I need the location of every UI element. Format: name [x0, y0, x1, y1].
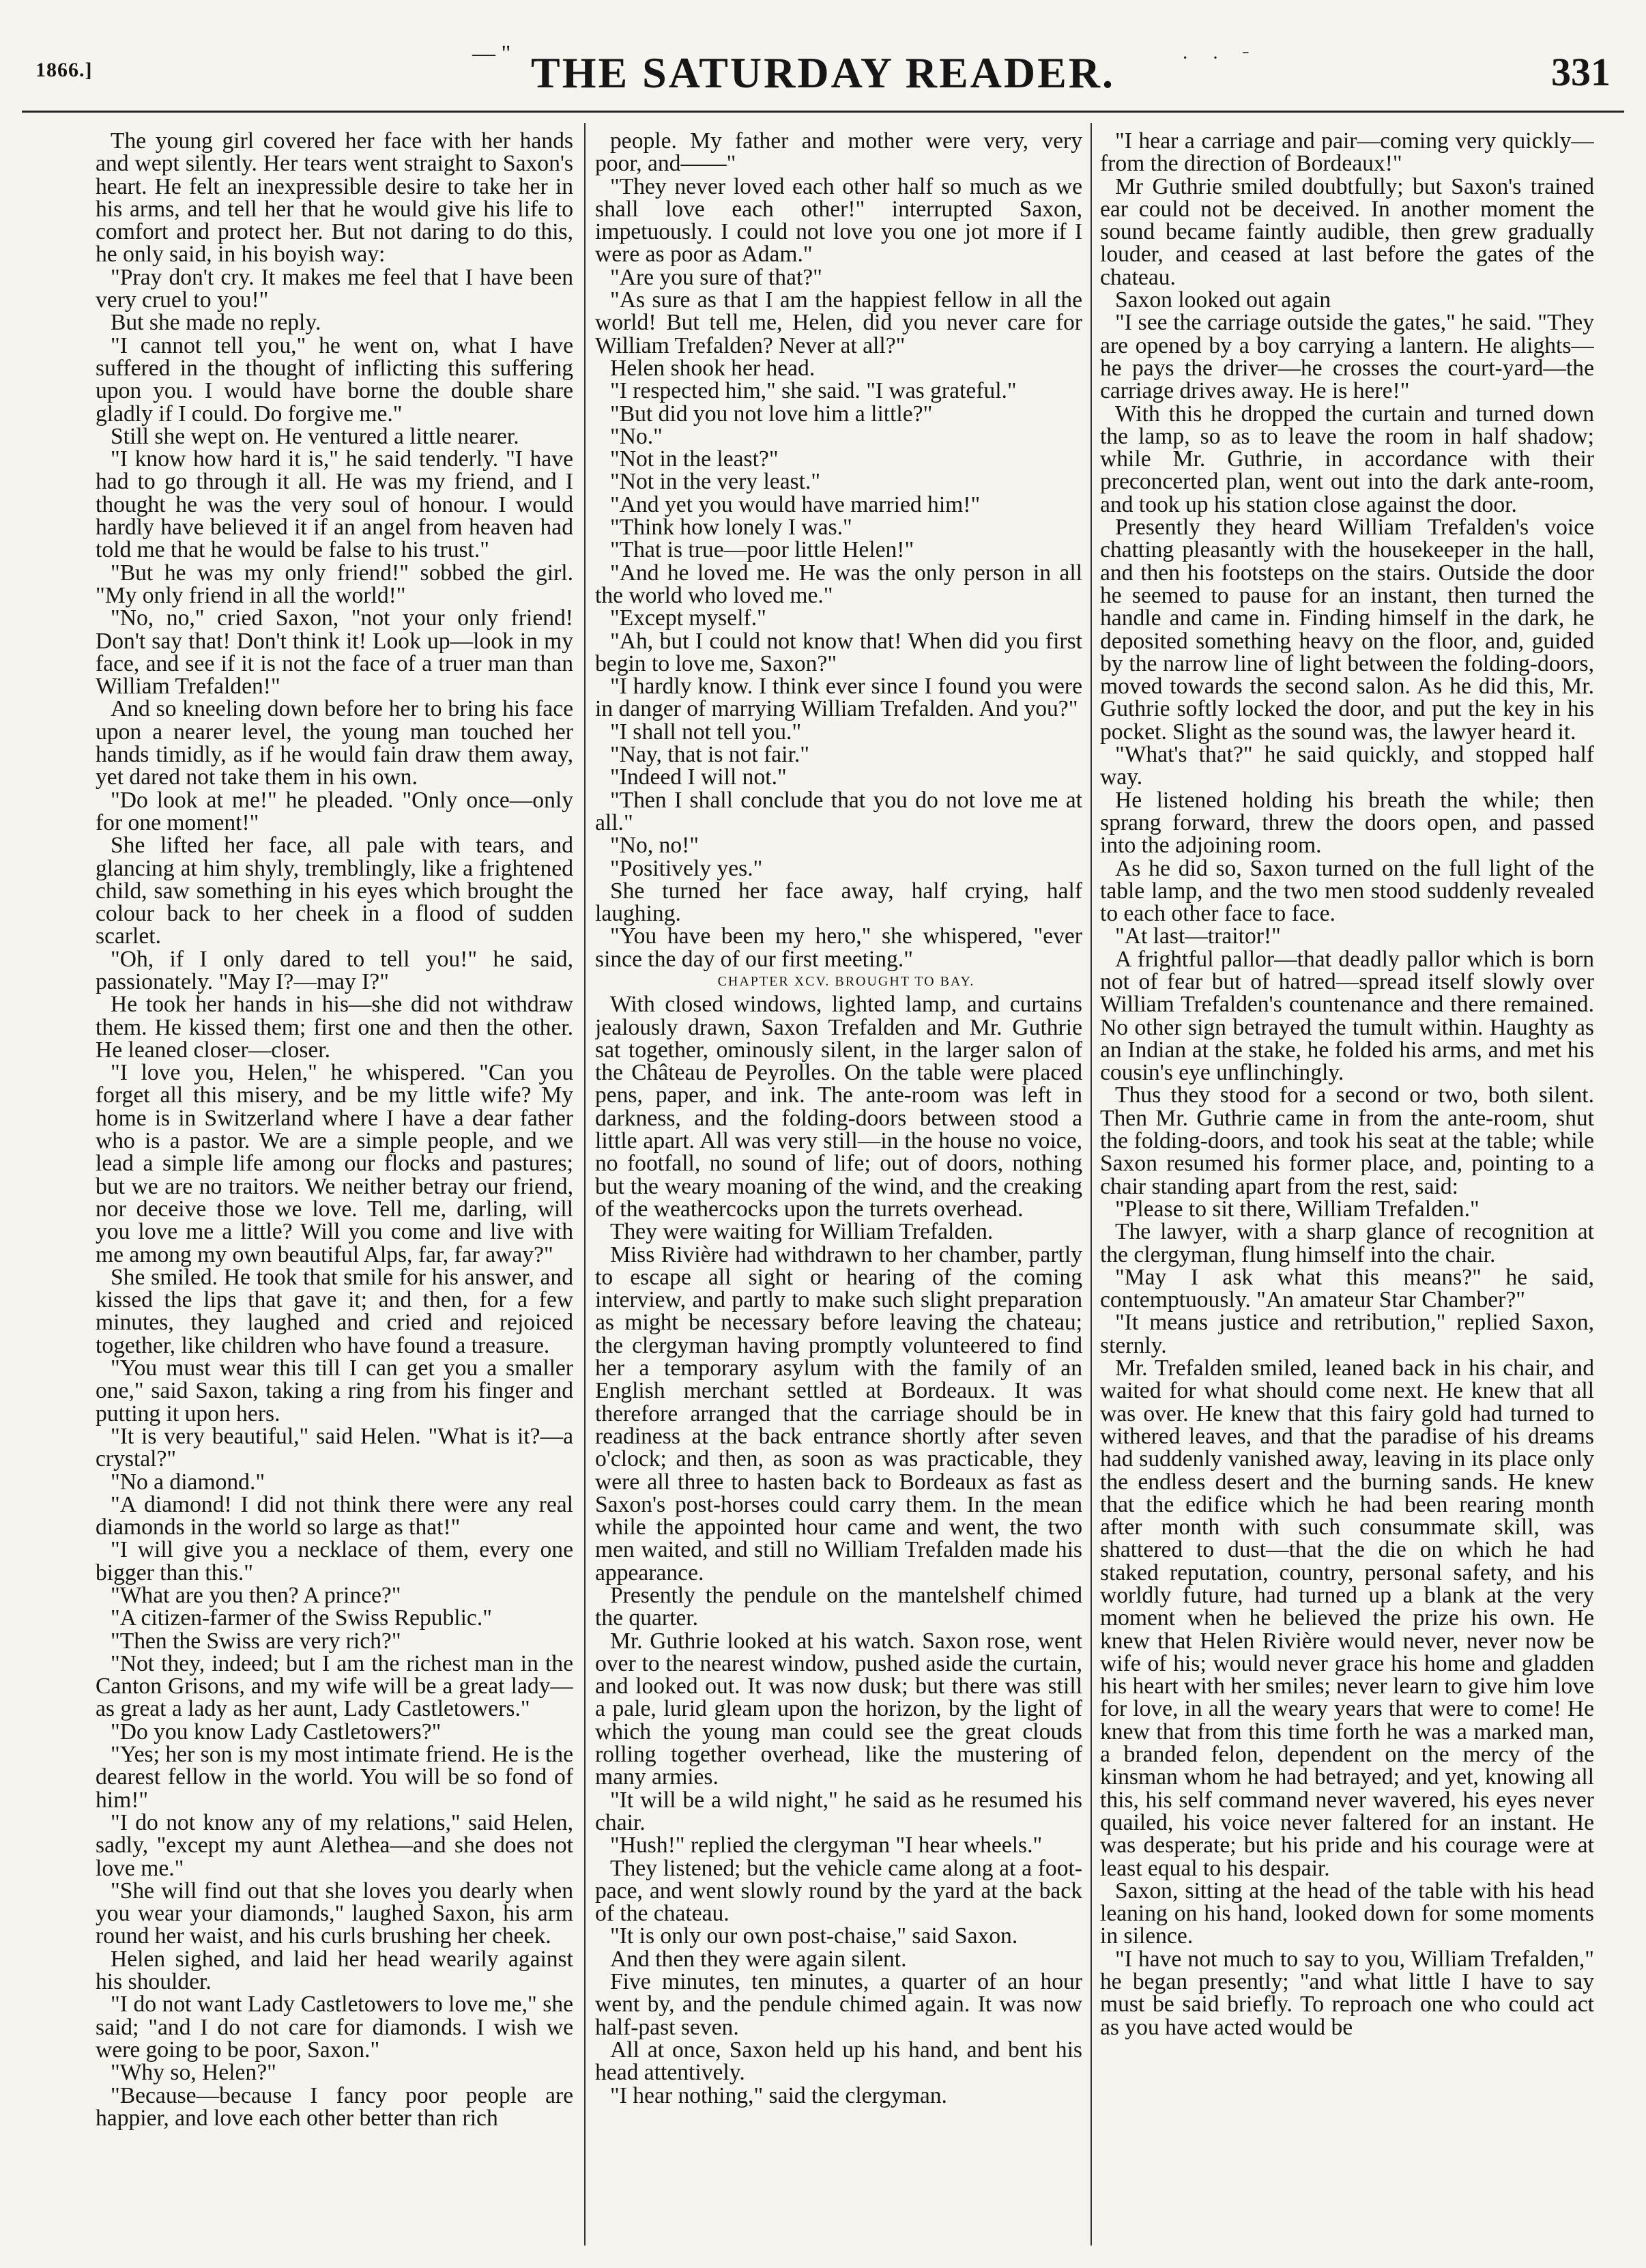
paragraph: The lawyer, with a sharp glance of recognition at the clergyman, flung himself into the chair.	[1100, 1219, 1594, 1267]
paragraph: Presently the pendule on the mantelshelf chimed the quarter.	[595, 1583, 1082, 1631]
paragraph: A frightful pallor—that deadly pallor which is born not of fear but of hatred—spread itself slowly over William Trefalden's countenance and there remained. No other sign betrayed the tumult within. Haughty as an Indian at the stake, he folded his arms, and met his cousin's eye unflinchingly.	[1100, 946, 1594, 1086]
paragraph: "No, no!"	[610, 833, 699, 859]
paragraph: "Please to sit there, William Trefalden."	[1115, 1196, 1479, 1222]
page-header	[22, 41, 1624, 104]
paragraph: "Not they, indeed; but I am the richest man in the Canton Grisons, and my wife will be a great lady—as great a lady as her aunt, Lady Castletowers."	[96, 1650, 573, 1722]
paragraph: "But did you not love him a little?"	[610, 401, 933, 427]
paragraph: "Yes; her son is my most intimate friend. He is the dearest fellow in the world. You will be so fond of him!"	[96, 1742, 573, 1813]
paragraph: Mr Guthrie smiled doubtfully; but Saxon's trained ear could not be deceived. In another moment the sound became faintly audible, then grew gradually louder, and ceased at last before the gates of the chateau.	[1100, 173, 1594, 290]
paragraph: They were waiting for William Trefalden.	[610, 1219, 994, 1245]
paragraph: "No, no," cried Saxon, "not your only friend! Don't say that! Don't think it! Look up—look in my face, and see if it is not the face of a truer man than William Trefalden!"	[96, 605, 573, 700]
paragraph: "Think how lonely I was."	[610, 515, 852, 541]
publication-title: THE SATURDAY READER.	[531, 48, 1115, 97]
paragraph: "A citizen-farmer of the Swiss Republic."	[111, 1605, 492, 1631]
paragraph: They listened; but the vehicle came along at a foot-pace, and went slowly round by the yard at the back of the chateau.	[595, 1855, 1082, 1927]
paragraph: "But he was my only friend!" sobbed the girl. "My only friend in all the world!"	[96, 560, 573, 608]
paragraph: "I know how hard it is," he said tenderly. "I have had to go through it all. He was my friend, and I thought he was the very soul of honour. I would hardly have believed it if an angel from heaven had told me that he would be false to his trust."	[96, 446, 573, 563]
paragraph: "Then the Swiss are very rich?"	[111, 1628, 401, 1654]
paragraph: "A diamond! I did not think there were any real diamonds in the world so large as that!"	[96, 1491, 573, 1540]
paragraph: Helen shook her head.	[610, 355, 815, 381]
paragraph: "Positively yes."	[610, 855, 763, 881]
paragraph: "Not in the very least."	[610, 469, 821, 495]
paragraph: "I do not want Lady Castletowers to love me," she said; "and I do not care for diamonds. I wish we were going to be poor, Saxon."	[96, 1992, 573, 2063]
paragraph: Presently they heard William Trefalden's voice chatting pleasantly with the housekeeper in the hall, and then his footsteps on the stairs. Outside the door he seemed to pause for an instant, then turned the handle and came in. Finding himself in the dark, he deposited something heavy on the floor, and, guided by the narrow line of light between the folding-doors, moved towards the second salon. As he did this, Mr. Guthrie softly locked the door, and put the key in his pocket. Slight as the sound was, the lawyer heard it.	[1100, 515, 1594, 745]
paragraph: "I have not much to say to you, William Trefalden," he began presently; "and what little I have to say must be said briefly. To reproach one who could act as you have acted would be	[1100, 1946, 1594, 2040]
paragraph: "I will give you a necklace of them, every one bigger than this."	[96, 1537, 573, 1585]
paragraph: "Because—because I fancy poor people are happier, and love each other better than rich	[96, 2082, 573, 2131]
paragraph: With this he dropped the curtain and turned down the lamp, so as to leave the room in half shadow; while Mr. Guthrie, in accordance with their preconcerted plan, went out into the dark ante-room, and took up his station close against the door.	[1100, 401, 1594, 517]
text-column-1	[96, 130, 573, 2239]
paragraph: Five minutes, ten minutes, a quarter of an hour went by, and the pendule chimed again. It was now half-past seven.	[595, 1969, 1082, 2040]
paragraph: "I hear nothing," said the clergyman.	[610, 2082, 947, 2108]
paragraph: "No."	[610, 423, 663, 449]
paragraph: "And he loved me. He was the only person in all the world who loved me."	[595, 560, 1082, 608]
paragraph: "You have been my hero," she whispered, "ever since the day of our first meeting."	[595, 923, 1082, 972]
paragraph: "I love you, Helen," he whispered. "Can you forget all this misery, and be my little wife? My home is in Switzerland where I have a dear father who is a pastor. We are a simple people, and we lead a simple life among our flocks and pastures; but we are no traitors. We neither betray our friend, nor deceive those we love. Tell me, darling, will you love me a little? Will you come and live with me among my own beautiful Alps, far, far away?"	[96, 1060, 573, 1267]
paragraph: "I hardly know. I think ever since I found you were in danger of marrying William Trefalden. And you?"	[595, 674, 1082, 722]
paragraph: "Do look at me!" he pleaded. "Only once—only for one moment!"	[96, 787, 573, 835]
paragraph: "Are you sure of that?"	[610, 264, 822, 290]
paragraph: "Do you know Lady Castletowers?"	[111, 1719, 442, 1745]
paragraph: But she made no reply.	[111, 310, 321, 336]
paragraph: "Oh, if I only dared to tell you!" he said, passionately. "May I?—may I?"	[96, 946, 573, 994]
paragraph: "What's that?" he said quickly, and stopped half way.	[1100, 742, 1594, 790]
paragraph: She lifted her face, all pale with tears, and glancing at him shyly, tremblingly, like a frightened child, saw something in his eyes which brought the colour back to her cheek in a flood of sudden scarlet.	[96, 833, 573, 949]
print-marks-left: — "	[472, 41, 511, 66]
paragraph: She turned her face away, half crying, half laughing.	[595, 878, 1082, 927]
paragraph: "Pray don't cry. It makes me feel that I have been very cruel to you!"	[96, 264, 573, 313]
print-marks-right: · · ˉ	[1182, 48, 1258, 69]
paragraph: "Nay, that is not fair."	[610, 742, 809, 768]
issue-year: 1866.]	[35, 59, 93, 81]
paragraph: "What are you then? A prince?"	[111, 1583, 401, 1608]
paragraph: As he did so, Saxon turned on the full light of the table lamp, and the two men stood suddenly revealed to each other face to face.	[1100, 855, 1594, 927]
paragraph: She smiled. He took that smile for his answer, and kissed the lips that gave it; and then, for a few minutes, they laughed and cried and rejoiced together, like children who have found a treasure.	[96, 1264, 573, 1358]
paragraph: With closed windows, lighted lamp, and curtains jealously drawn, Saxon Trefalden and Mr. Guthrie sat together, ominously silent, in the larger salon of the Château de Peyrolles. On the table were placed pens, paper, and ink. The ante-room was left in darkness, and the folding-doors between stood a little apart. All was very still—in the house no voice, no footfall, no sound of life; out of doors, nothing but the weary moaning of the wind, and the creaking of the weathercocks upon the turrets overhead.	[595, 992, 1082, 1222]
paragraph: The young girl covered her face with her hands and wept silently. Her tears went straight to Saxon's heart. He felt an inexpressible desire to take her in his arms, and tell her that he would give his life to comfort and protect her. But not daring to do this, he only said, in his boyish way:	[96, 130, 573, 268]
paragraph: "No a diamond."	[111, 1469, 265, 1495]
paragraph: Still she wept on. He ventured a little nearer.	[111, 423, 519, 449]
header-rule	[22, 111, 1624, 113]
paragraph: "She will find out that she loves you dearly when you wear your diamonds," laughed Saxon, his arm round her waist, and his curls brushing her cheek.	[96, 1878, 573, 1949]
paragraph: "May I ask what this means?" he said, contemptuously. "An amateur Star Chamber?"	[1100, 1264, 1594, 1313]
paragraph: "Indeed I will not."	[610, 764, 787, 790]
paragraph: Saxon, sitting at the head of the table with his head leaning on his hand, looked down for some moments in silence.	[1100, 1878, 1594, 1949]
paragraph: "I see the carriage outside the gates," he said. "They are opened by a boy carrying a lantern. He alights—he pays the driver—he crosses the court-yard—the carriage drives away. He is here!"	[1100, 310, 1594, 404]
text-column-3	[1100, 130, 1594, 2239]
paragraph: And then they were again silent.	[610, 1946, 907, 1972]
chapter-heading: CHAPTER XCV. BROUGHT TO BAY.	[717, 973, 975, 989]
paragraph: "And yet you would have married him!"	[610, 491, 981, 517]
paragraph: "Ah, but I could not know that! When did you first begin to love me, Saxon?"	[595, 628, 1082, 676]
paragraph: "It is very beautiful," said Helen. "What is it?—a crystal?"	[96, 1423, 573, 1472]
paragraph: people. My father and mother were very, very poor, and——"	[595, 130, 1082, 177]
paragraph: "I cannot tell you," he went on, what I have suffered in the thought of inflicting this suffering upon you. I would have borne the double share gladly if I could. Do forgive me."	[96, 332, 573, 427]
paragraph: "Then I shall conclude that you do not love me at all."	[595, 787, 1082, 835]
paragraph: "They never loved each other half so much as we shall love each other!" interrupted Saxon, impetuously. I could not love you one jot more if I were as poor as Adam."	[595, 173, 1082, 268]
paragraph: And so kneeling down before her to bring his face upon a nearer level, the young man touched her hands timidly, as if he would fain draw them away, yet dared not take them in his own.	[96, 696, 573, 790]
column-divider	[1091, 123, 1092, 2245]
paragraph: "It means justice and retribution," replied Saxon, sternly.	[1100, 1310, 1594, 1358]
paragraph: "It is only our own post-chaise," said Saxon.	[610, 1923, 1018, 1949]
paragraph: Thus they stood for a second or two, both silent. Then Mr. Guthrie came in from the ante-room, shut the folding-doors, and took his seat at the table; while Saxon resumed his former place, and, pointing to a chair standing apart from the rest, said:	[1100, 1082, 1594, 1199]
paragraph: Saxon looked out again	[1115, 287, 1331, 313]
paragraph: He listened holding his breath the while; then sprang forward, threw the doors open, and passed into the adjoining room.	[1100, 787, 1594, 859]
text-column-2	[595, 130, 1082, 2239]
paragraph: "Why so, Helen?"	[111, 2060, 276, 2086]
paragraph: Miss Rivière had withdrawn to her chamber, partly to escape all sight or hearing of the coming interview, and partly to make such slight preparation as might be necessary before leaving the chateau; the clergyman having promptly volunteered to find her a temporary asylum with the family of an English merchant settled at Bordeaux. It was therefore arranged that the carriage should be in readiness at the back entrance shortly after seven o'clock; and then, as soon as was practicable, they were all three to hasten back to Bordeaux as fast as Saxon's post-horses could carry them. In the mean while the appointed hour came and went, the two men waited, and still no William Trefalden made his appearance.	[595, 1241, 1082, 1585]
paragraph: "Hush!" replied the clergyman "I hear wheels."	[610, 1833, 1043, 1858]
paragraph: "I shall not tell you."	[610, 719, 802, 745]
paragraph: "I do not know any of my relations," said Helen, sadly, "except my aunt Alethea—and she does not love me."	[96, 1809, 573, 1881]
paragraph: Mr. Trefalden smiled, leaned back in his chair, and waited for what should come next. He knew that all was over. He knew that this fairy gold had turned to withered leaves, and that the paradise of his dreams had suddenly vanished away, leaving in its place only the endless desert and the burning sands. He knew that the edifice which he had been rearing month after month with such consummate skill, was shattered to dust—that the die on which he had staked reputation, country, personal safety, and his worldly future, had turned up a blank at the very moment when he believed the prize his own. He knew that Helen Rivière would never, never now be wife of his; would never grace his home and gladden his heart with her smiles; never learn to give him love for love, in all the weary years that were to come! He knew that from this time forth he was a marked man, a branded felon, dependent on the mercy of the kinsman whom he had betrayed; and yet, knowing all this, his self command never wavered, his eyes never quailed, his voice never faltered for an instant. He was desperate; but his pride and his courage were at least equal to his despair.	[1100, 1355, 1594, 1881]
paragraph: "You must wear this till I can get you a smaller one," said Saxon, taking a ring from his finger and putting it upon hers.	[96, 1355, 573, 1426]
paragraph: "I hear a carriage and pair—coming very quickly—from the direction of Bordeaux!"	[1100, 130, 1594, 177]
paragraph: All at once, Saxon held up his hand, and bent his head attentively.	[595, 2037, 1082, 2086]
paragraph: He took her hands in his—she did not withdraw them. He kissed them; first one and then the other. He leaned closer—closer.	[96, 992, 573, 1063]
page-number: 331	[1551, 50, 1611, 94]
paragraph: Mr. Guthrie looked at his watch. Saxon rose, went over to the nearest window, pushed aside the curtain, and looked out. It was now dusk; but there was still a pale, lurid gleam upon the horizon, by the light of which the young man could see the great clouds rolling together overhead, like the mustering of many armies.	[595, 1628, 1082, 1790]
paragraph: "Not in the least?"	[610, 446, 779, 472]
paragraph: "It will be a wild night," he said as he resumed his chair.	[595, 1787, 1082, 1835]
paragraph: "At last—traitor!"	[1115, 923, 1281, 949]
paragraph: Helen sighed, and laid her head wearily against his shoulder.	[96, 1946, 573, 1995]
paragraph: "I respected him," she said. "I was grateful."	[610, 378, 1017, 404]
paragraph: "Except myself."	[610, 605, 766, 631]
paragraph: "As sure as that I am the happiest fellow in all the world! But tell me, Helen, did you never care for William Trefalden? Never at all?"	[595, 287, 1082, 358]
paragraph: "That is true—poor little Helen!"	[610, 537, 914, 563]
column-divider	[584, 123, 586, 2245]
